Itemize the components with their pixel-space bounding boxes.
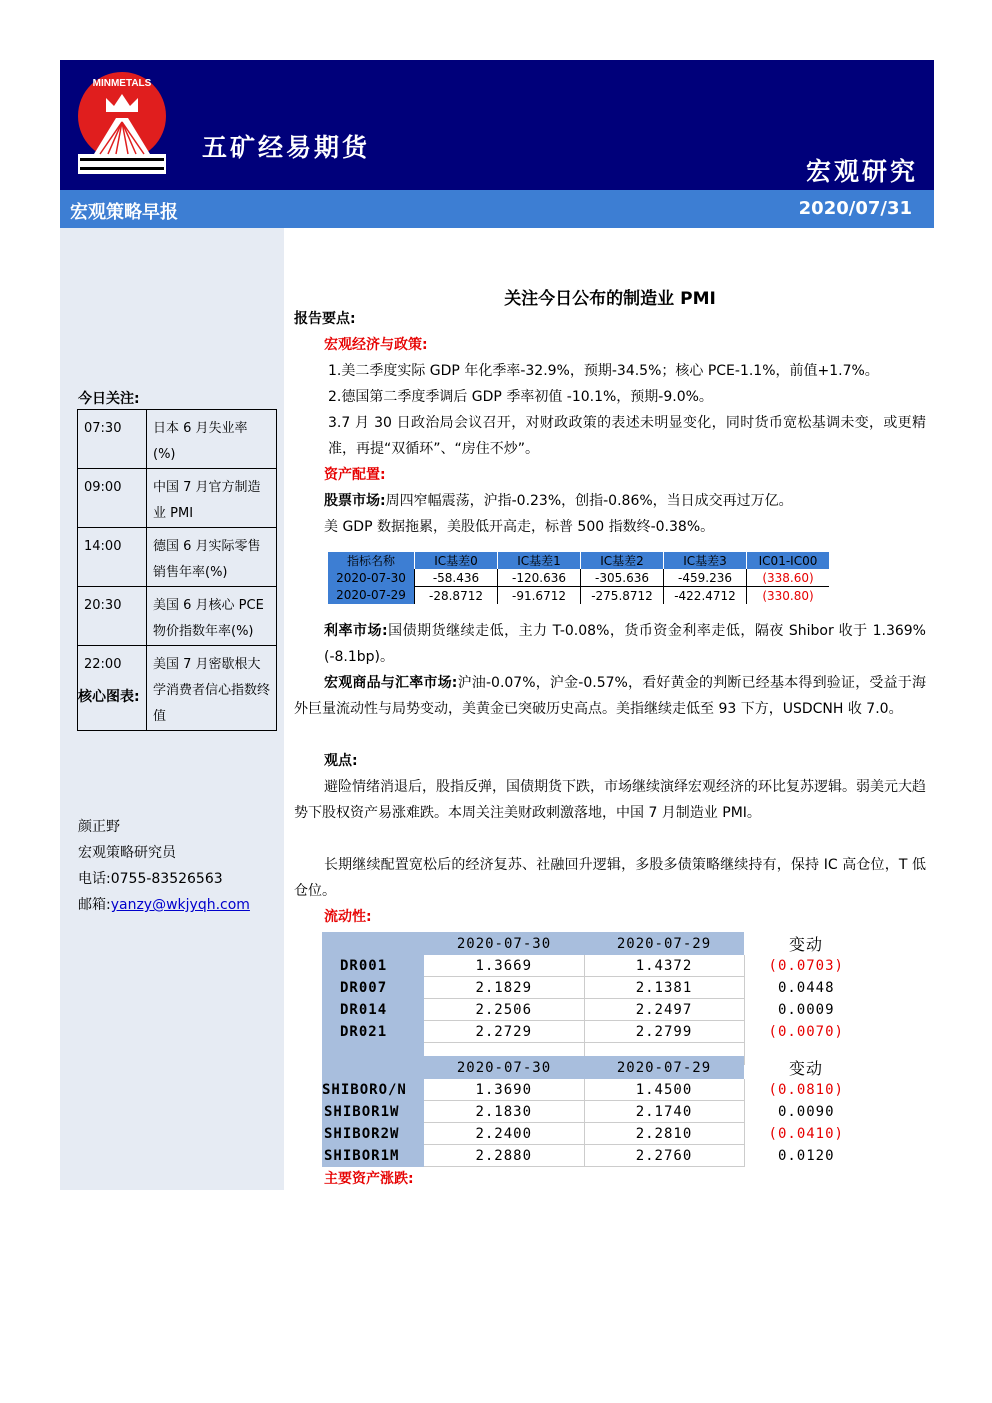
author-phone: 电话:0755-83526563	[78, 871, 223, 887]
author-title: 宏观策略研究员	[78, 845, 176, 861]
core-chart-label: 核心图表:	[78, 689, 140, 705]
table-header-row: 指标名称 IC基差0 IC基差1 IC基差2 IC基差3 IC01-IC00	[328, 552, 829, 569]
schedule-row: 20:30 美国 6 月核心 PCE 物价指数年率(%)	[78, 587, 277, 646]
doc-title: 关注今日公布的制造业 PMI	[504, 289, 716, 309]
table-row: DR001 1.3669 1.4372 (0.0703)	[322, 955, 868, 977]
schedule-row: 14:00 德国 6 月实际零售销售年率(%)	[78, 528, 277, 587]
table-row: DR021 2.2729 2.2799 (0.0070)	[322, 1021, 868, 1043]
commodity-para: 宏观商品与汇率市场:沪油-0.07%，沪金-0.57%，看好黄金的判断已经基本得到验证，受益于海外巨量流动性与局势变动，美黄金已突破历史高点。美指继续走低至 93 下方，USDCNH 收 7.0。	[294, 675, 926, 717]
svg-text:MINMETALS: MINMETALS	[92, 78, 152, 89]
report-bar	[60, 190, 934, 228]
table-row: 2020-07-29 -28.8712 -91.6712 -275.8712 -422.4712 (330.80)	[328, 587, 829, 605]
author-name: 颜正野	[78, 819, 120, 835]
shibor-rate-table	[322, 1056, 868, 1167]
key-points-label: 报告要点:	[294, 311, 356, 327]
liquidity-label: 流动性:	[324, 909, 372, 925]
ic-basis-table	[328, 552, 829, 604]
table-header-row: 2020-07-30 2020-07-29 变动	[322, 932, 868, 955]
macro-label: 宏观经济与政策:	[324, 337, 428, 353]
asset-label: 资产配置:	[324, 467, 386, 483]
header-banner	[60, 60, 934, 190]
author-email: 邮箱:yanzy@wkjyqh.com	[78, 897, 250, 913]
view-para-2: 长期继续配置宽松后的经济复苏、社融回升逻辑，多股多债策略继续持有，保持 IC 高仓位，T 低仓位。	[294, 857, 926, 899]
table-row: SHIBOR1W 2.1830 2.1740 0.0090	[322, 1101, 868, 1123]
table-row: SHIBOR1M 2.2880 2.2760 0.0120	[322, 1145, 868, 1167]
table-row: SHIBORO/N 1.3690 1.4500 (0.0810)	[322, 1079, 868, 1101]
minmetals-logo-icon	[74, 72, 170, 176]
rates-para: 利率市场:国债期货继续走低，主力 T-0.08%，货币资金利率走低，隔夜 Shibor 收于 1.369%(-8.1bp)。	[324, 623, 926, 665]
dr-rate-table	[322, 932, 868, 1065]
brand-name: 五矿经易期货	[202, 133, 371, 162]
table-row: DR014 2.2506 2.2497 0.0009	[322, 999, 868, 1021]
view-label: 观点:	[324, 753, 358, 769]
schedule-row: 07:30 日本 6 月失业率(%)	[78, 410, 277, 469]
today-focus-label: 今日关注:	[78, 391, 140, 407]
sidebar	[60, 228, 284, 1190]
table-row: SHIBOR2W 2.2400 2.2810 (0.0410)	[322, 1123, 868, 1145]
schedule-row: 22:00 美国 7 月密歇根大学消费者信心指数终值	[78, 646, 277, 731]
asset-change-label: 主要资产涨跌:	[324, 1171, 414, 1187]
equity-para: 股票市场:周四窄幅震荡，沪指-0.23%，创指-0.86%，当日成交再过万亿。	[324, 493, 793, 509]
table-row: 2020-07-30 -58.436 -120.636 -305.636 -459.236 (338.60)	[328, 569, 829, 587]
macro-item-3: 3.7 月 30 日政治局会议召开，对财政政策的表述未明显变化，同时货币宽松基调未变，或更精准，再提“双循环”、“房住不炒”。	[328, 415, 926, 457]
schedule-table	[77, 409, 277, 731]
email-link[interactable]: yanzy@wkjyqh.com	[110, 897, 250, 913]
report-type: 宏观策略早报	[70, 202, 178, 223]
schedule-row: 09:00 中国 7 月官方制造业 PMI	[78, 469, 277, 528]
macro-item-2: 2.德国第二季度季调后 GDP 季率初值 -10.1%，预期-9.0%。	[328, 389, 713, 405]
equity-para-2: 美 GDP 数据拖累，美股低开高走，标普 500 指数终-0.38%。	[324, 519, 715, 535]
table-header-row: 2020-07-30 2020-07-29 变动	[322, 1056, 868, 1079]
macro-item-1: 1.美二季度实际 GDP 年化季率-32.9%，预期-34.5%；核心 PCE-1.1%，前值+1.7%。	[328, 363, 879, 379]
view-para-1: 避险情绪消退后，股指反弹，国债期货下跌，市场继续演绎宏观经济的环比复苏逻辑。弱美元大趋势下股权资产易涨难跌。本周关注美财政刺激落地，中国 7 月制造业 PMI。	[294, 779, 926, 821]
report-date: 2020/07/31	[798, 198, 912, 219]
section-title: 宏观研究	[805, 157, 918, 186]
table-row: DR007 2.1829 2.1381 0.0448	[322, 977, 868, 999]
